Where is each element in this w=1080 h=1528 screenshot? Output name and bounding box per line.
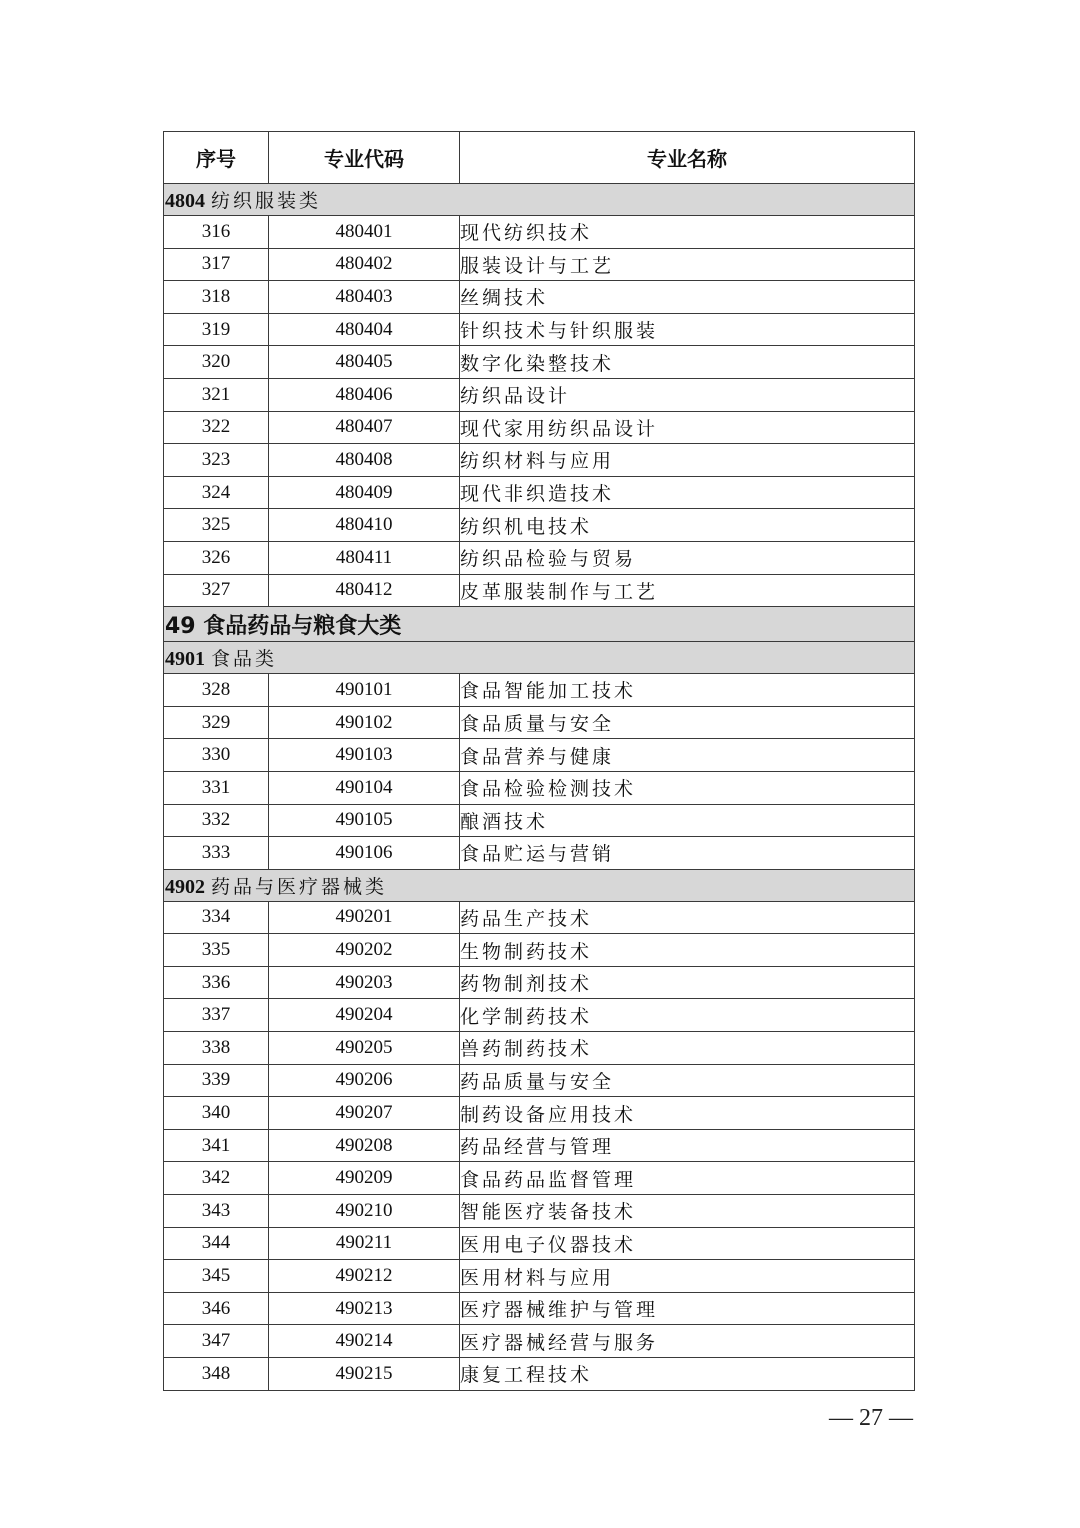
code-cell: 490213 <box>269 1292 460 1325</box>
name-cell: 食品智能加工技术 <box>460 674 915 707</box>
table-row <box>164 1097 915 1130</box>
code-cell: 490207 <box>269 1097 460 1130</box>
name-cell: 药品生产技术 <box>460 901 915 934</box>
category-row <box>164 869 915 901</box>
name-cell: 皮革服装制作与工艺 <box>460 574 915 607</box>
code-cell: 480406 <box>269 378 460 411</box>
code-cell: 490105 <box>269 804 460 837</box>
table-row <box>164 1162 915 1195</box>
code-cell: 480408 <box>269 444 460 477</box>
seq-cell: 335 <box>164 934 269 967</box>
code-cell: 480412 <box>269 574 460 607</box>
category-name: 食品类 <box>211 648 278 671</box>
seq-cell: 329 <box>164 706 269 739</box>
table-row <box>164 934 915 967</box>
seq-cell: 339 <box>164 1064 269 1097</box>
page-number: — 27 — <box>829 1405 913 1431</box>
name-cell: 现代非织造技术 <box>460 476 915 509</box>
name-cell: 针织技术与针织服装 <box>460 313 915 346</box>
table-row <box>164 216 915 249</box>
seq-cell: 320 <box>164 346 269 379</box>
name-cell: 纺织机电技术 <box>460 509 915 542</box>
code-cell: 480403 <box>269 281 460 314</box>
code-cell: 480407 <box>269 411 460 444</box>
code-cell: 480404 <box>269 313 460 346</box>
code-cell: 480401 <box>269 216 460 249</box>
code-cell: 490202 <box>269 934 460 967</box>
table-row <box>164 739 915 772</box>
seq-cell: 319 <box>164 313 269 346</box>
table-row <box>164 1064 915 1097</box>
category-cell <box>164 642 915 674</box>
table-row <box>164 281 915 314</box>
category-name: 纺织服装类 <box>211 190 322 212</box>
code-cell: 490208 <box>269 1129 460 1162</box>
name-cell: 医疗器械维护与管理 <box>460 1292 915 1325</box>
name-cell: 服装设计与工艺 <box>460 248 915 281</box>
name-cell: 食品贮运与营销 <box>460 837 915 870</box>
seq-cell: 334 <box>164 901 269 934</box>
table-row <box>164 1325 915 1358</box>
table-row <box>164 1195 915 1228</box>
category-row <box>164 184 915 216</box>
table-row <box>164 444 915 477</box>
name-cell: 化学制药技术 <box>460 999 915 1032</box>
table-row <box>164 1032 915 1065</box>
code-cell: 490205 <box>269 1032 460 1065</box>
table-row <box>164 1227 915 1260</box>
category-cell <box>164 869 915 901</box>
name-cell: 纺织材料与应用 <box>460 444 915 477</box>
seq-cell: 328 <box>164 674 269 707</box>
category-name: 药品与医疗器械类 <box>211 875 388 898</box>
table-row <box>164 706 915 739</box>
seq-cell: 323 <box>164 444 269 477</box>
table-row <box>164 313 915 346</box>
name-cell: 医疗器械经营与服务 <box>460 1325 915 1358</box>
table-row <box>164 1260 915 1293</box>
code-cell: 480410 <box>269 509 460 542</box>
name-cell: 食品检验检测技术 <box>460 771 915 804</box>
table-row <box>164 574 915 607</box>
code-cell: 480409 <box>269 476 460 509</box>
seq-cell: 336 <box>164 966 269 999</box>
seq-cell: 338 <box>164 1032 269 1065</box>
code-cell: 490104 <box>269 771 460 804</box>
category-cell <box>164 184 915 216</box>
name-cell: 药品质量与安全 <box>460 1064 915 1097</box>
code-cell: 480411 <box>269 541 460 574</box>
table-row <box>164 901 915 934</box>
name-cell: 食品质量与安全 <box>460 706 915 739</box>
code-cell: 490214 <box>269 1325 460 1358</box>
seq-cell: 342 <box>164 1162 269 1195</box>
table-row <box>164 837 915 870</box>
seq-cell: 346 <box>164 1292 269 1325</box>
seq-cell: 348 <box>164 1358 269 1391</box>
category-row <box>164 642 915 674</box>
seq-cell: 322 <box>164 411 269 444</box>
name-cell: 现代纺织技术 <box>460 216 915 249</box>
name-cell: 数字化染整技术 <box>460 346 915 379</box>
name-cell: 生物制药技术 <box>460 934 915 967</box>
code-cell: 490106 <box>269 837 460 870</box>
seq-cell: 316 <box>164 216 269 249</box>
name-cell: 康复工程技术 <box>460 1358 915 1391</box>
table-row <box>164 1129 915 1162</box>
table-header <box>164 132 915 184</box>
table-body <box>164 184 915 1391</box>
name-cell: 医用材料与应用 <box>460 1260 915 1293</box>
table-row <box>164 999 915 1032</box>
table-row <box>164 804 915 837</box>
code-cell: 490201 <box>269 901 460 934</box>
header-seq: 序号 <box>164 132 269 184</box>
seq-cell: 333 <box>164 837 269 870</box>
seq-cell: 327 <box>164 574 269 607</box>
seq-cell: 345 <box>164 1260 269 1293</box>
table-row <box>164 476 915 509</box>
code-cell: 490206 <box>269 1064 460 1097</box>
seq-cell: 324 <box>164 476 269 509</box>
code-cell: 490215 <box>269 1358 460 1391</box>
name-cell: 药物制剂技术 <box>460 966 915 999</box>
table-row <box>164 966 915 999</box>
table-row <box>164 248 915 281</box>
code-cell: 490209 <box>269 1162 460 1195</box>
name-cell: 纺织品检验与贸易 <box>460 541 915 574</box>
table-row <box>164 509 915 542</box>
code-cell: 490212 <box>269 1260 460 1293</box>
major-category-title: 49 食品药品与粮食大类 <box>164 607 915 642</box>
majors-table <box>163 131 915 1391</box>
code-cell: 490101 <box>269 674 460 707</box>
name-cell: 兽药制药技术 <box>460 1032 915 1065</box>
seq-cell: 321 <box>164 378 269 411</box>
code-cell: 480405 <box>269 346 460 379</box>
name-cell: 丝绸技术 <box>460 281 915 314</box>
code-cell: 490103 <box>269 739 460 772</box>
code-cell: 490204 <box>269 999 460 1032</box>
code-cell: 490102 <box>269 706 460 739</box>
seq-cell: 326 <box>164 541 269 574</box>
code-cell: 490210 <box>269 1195 460 1228</box>
code-cell: 490211 <box>269 1227 460 1260</box>
seq-cell: 340 <box>164 1097 269 1130</box>
code-cell: 490203 <box>269 966 460 999</box>
name-cell: 医用电子仪器技术 <box>460 1227 915 1260</box>
name-cell: 制药设备应用技术 <box>460 1097 915 1130</box>
name-cell: 纺织品设计 <box>460 378 915 411</box>
seq-cell: 337 <box>164 999 269 1032</box>
table-row <box>164 411 915 444</box>
table-row <box>164 378 915 411</box>
table-row <box>164 1292 915 1325</box>
name-cell: 酿酒技术 <box>460 804 915 837</box>
seq-cell: 343 <box>164 1195 269 1228</box>
name-cell: 食品营养与健康 <box>460 739 915 772</box>
seq-cell: 330 <box>164 739 269 772</box>
name-cell: 药品经营与管理 <box>460 1129 915 1162</box>
name-cell: 现代家用纺织品设计 <box>460 411 915 444</box>
seq-cell: 318 <box>164 281 269 314</box>
header-code: 专业代码 <box>269 132 460 184</box>
header-name: 专业名称 <box>460 132 915 184</box>
seq-cell: 344 <box>164 1227 269 1260</box>
category-code: 4902 <box>165 875 205 898</box>
code-cell: 480402 <box>269 248 460 281</box>
table-row <box>164 771 915 804</box>
seq-cell: 331 <box>164 771 269 804</box>
category-code: 4901 <box>165 648 205 671</box>
table-row <box>164 674 915 707</box>
major-category-row <box>164 607 915 642</box>
category-code: 4804 <box>165 190 205 212</box>
name-cell: 食品药品监督管理 <box>460 1162 915 1195</box>
table-row <box>164 346 915 379</box>
seq-cell: 317 <box>164 248 269 281</box>
table-row <box>164 1358 915 1391</box>
seq-cell: 341 <box>164 1129 269 1162</box>
name-cell: 智能医疗装备技术 <box>460 1195 915 1228</box>
seq-cell: 332 <box>164 804 269 837</box>
seq-cell: 325 <box>164 509 269 542</box>
seq-cell: 347 <box>164 1325 269 1358</box>
table-row <box>164 541 915 574</box>
